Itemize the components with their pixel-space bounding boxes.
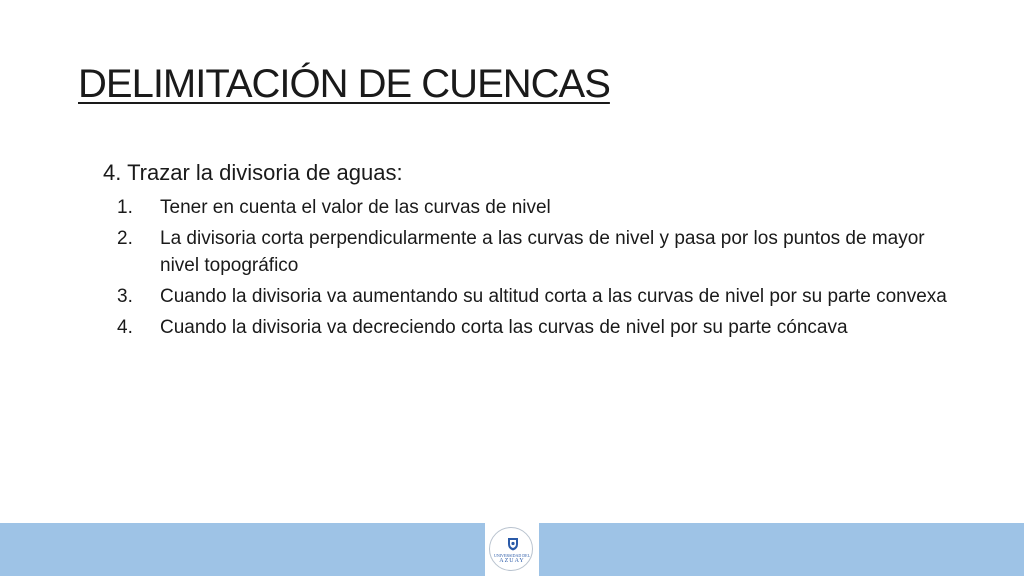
list-item: [103, 283, 963, 310]
step-number: 1.: [117, 197, 133, 218]
step-number: 4.: [117, 317, 133, 338]
step-number: 2.: [117, 228, 133, 249]
logo-text-line2: AZUAY: [499, 558, 525, 564]
lead-text: 4. Trazar la divisoria de aguas:: [103, 160, 403, 185]
steps-list: [103, 194, 963, 341]
slide-body: [103, 158, 963, 345]
step-text: Cuando la divisoria va decreciendo corta las curvas de nivel por su parte cóncava: [160, 317, 848, 338]
list-item: [103, 194, 963, 221]
logo-seal: [489, 527, 533, 571]
list-item: [103, 225, 963, 279]
slide-title: DELIMITACIÓN DE CUENCAS: [78, 62, 610, 106]
step-text: La divisoria corta perpendicularmente a las curvas de nivel y pasa por los puntos de mayor nivel topográfico: [160, 228, 925, 276]
step-number: 3.: [117, 286, 133, 307]
step-text: Tener en cuenta el valor de las curvas de nivel: [160, 197, 551, 218]
list-item: [103, 314, 963, 341]
university-logo: [485, 523, 539, 576]
university-emblem-icon: [507, 537, 519, 551]
logo-text-line1: UNIVERSIDAD DEL: [493, 553, 531, 558]
step-text: Cuando la divisoria va aumentando su altitud corta a las curvas de nivel por su parte convexa: [160, 286, 947, 307]
